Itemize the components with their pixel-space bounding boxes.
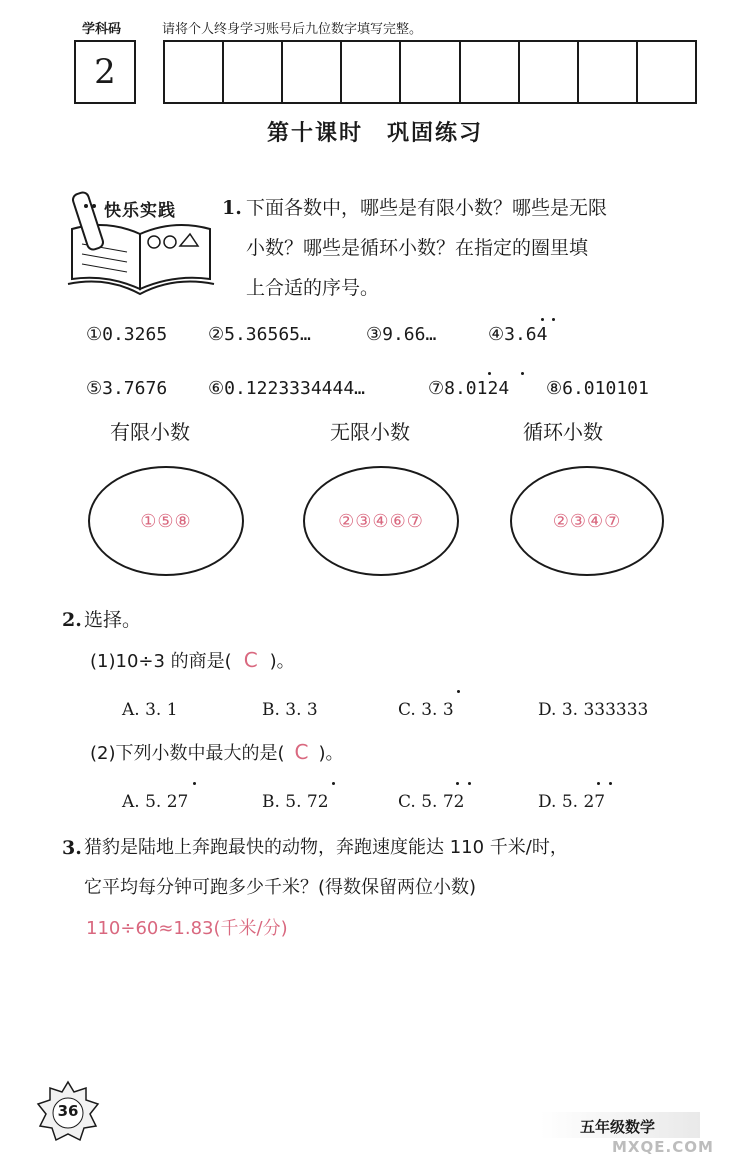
repeat-dot: [552, 318, 555, 321]
q1-line-1: 下面各数中，哪些是有限小数？哪些是无限: [246, 197, 608, 219]
option-5: ⑤3.7676: [86, 378, 168, 399]
account-instruction: 请将个人终身学习账号后九位数字填写完整。: [162, 22, 423, 37]
page-number-badge: [36, 1080, 100, 1144]
q3-line-2: 它平均每分钟可跑多少千米？(得数保留两位小数): [84, 877, 477, 898]
q2-sub2-choice-a: A. 5. 27: [122, 792, 189, 812]
watermark: MXQE.COM: [612, 1138, 714, 1156]
repeat-dot: [457, 690, 460, 693]
account-digit-box[interactable]: [520, 42, 579, 102]
happy-practice-badge: [62, 184, 222, 304]
lesson-title: 第十课时 巩固练习: [266, 121, 483, 146]
q2-sub2-answer[interactable]: C: [294, 740, 309, 764]
option-7: ⑦8.0124: [428, 378, 510, 399]
q3-number: 3.: [62, 837, 82, 859]
account-digit-box[interactable]: [638, 42, 695, 102]
repeat-dot: [193, 782, 196, 785]
account-digit-box[interactable]: [461, 42, 520, 102]
repeat-dot: [541, 318, 544, 321]
q3-answer[interactable]: 110÷60≈1.83(千米/分): [86, 918, 288, 939]
q2-sub2-choice-c: C. 5. 72: [398, 792, 465, 812]
repeat-dot: [468, 782, 471, 785]
q2-sub1-answer[interactable]: C: [243, 648, 258, 672]
q2-sub1-prompt: [90, 640, 295, 682]
repeat-dot: [488, 372, 491, 375]
repeat-dot: [597, 782, 600, 785]
account-digit-box[interactable]: [342, 42, 401, 102]
repeat-dot: [456, 782, 459, 785]
page-number: 36: [57, 1102, 79, 1120]
q2-sub2-prompt-before: (2)下列小数中最大的是(: [90, 743, 285, 764]
q3-line-1: 猎豹是陆地上奔跑最快的动物，奔跑速度能达 110 千米/时，: [84, 837, 568, 858]
q2-sub1-choice-a: A. 3. 1: [122, 700, 178, 720]
finite-answer: ①⑤⑧: [140, 510, 192, 532]
q2-sub1-prompt-after: )。: [269, 651, 295, 672]
q2-sub2-choice-d: D. 5. 27: [538, 792, 606, 812]
account-number-boxes: [163, 40, 697, 104]
q1-number: 1.: [222, 197, 242, 219]
option-4: ④3.64: [488, 324, 548, 345]
repeating-answer: ②③④⑦: [552, 510, 622, 532]
q2-sub1-choice-d: D. 3. 333333: [538, 700, 649, 720]
q2-sub2-choice-b: B. 5. 72: [262, 792, 329, 812]
category-label-repeating: 循环小数: [523, 420, 603, 444]
q2-heading: 选择。: [84, 609, 142, 631]
q2-sub2-prompt: [90, 732, 344, 774]
account-digit-box[interactable]: [165, 42, 224, 102]
q2-number: 2.: [62, 609, 82, 631]
category-label-finite: 有限小数: [110, 420, 190, 444]
option-8: ⑧6.010101: [546, 378, 649, 399]
account-digit-box[interactable]: [579, 42, 638, 102]
q2-sub1-prompt-before: (1)10÷3 的商是(: [90, 651, 232, 672]
option-6: ⑥0.1223334444…: [208, 378, 366, 399]
subject-code-label: 学科码: [82, 22, 122, 37]
finite-answer-circle[interactable]: [88, 466, 244, 576]
badge-title: 快乐实践: [104, 201, 176, 221]
q2-sub1-choice-c: C. 3. 3: [398, 700, 454, 720]
repeat-dot: [609, 782, 612, 785]
infinite-answer: ②③④⑥⑦: [338, 510, 424, 532]
q1-line-3: 上合适的序号。: [246, 277, 380, 299]
account-digit-box[interactable]: [224, 42, 283, 102]
repeat-dot: [332, 782, 335, 785]
repeating-answer-circle[interactable]: [510, 466, 664, 576]
option-1: ①0.3265: [86, 324, 168, 345]
infinite-answer-circle[interactable]: [303, 466, 459, 576]
q1-line-2: 小数？哪些是循环小数？在指定的圈里填: [246, 237, 589, 259]
option-3: ③9.66…: [366, 324, 437, 345]
q2-sub2-prompt-after: )。: [318, 743, 344, 764]
category-label-infinite: 无限小数: [330, 420, 410, 444]
option-2: ②5.36565…: [208, 324, 311, 345]
subject-code-box: 2: [74, 40, 136, 104]
account-digit-box[interactable]: [283, 42, 342, 102]
grade-subject: 五年级数学: [580, 1118, 656, 1136]
account-digit-box[interactable]: [401, 42, 460, 102]
repeat-dot: [521, 372, 524, 375]
q2-sub1-choice-b: B. 3. 3: [262, 700, 318, 720]
